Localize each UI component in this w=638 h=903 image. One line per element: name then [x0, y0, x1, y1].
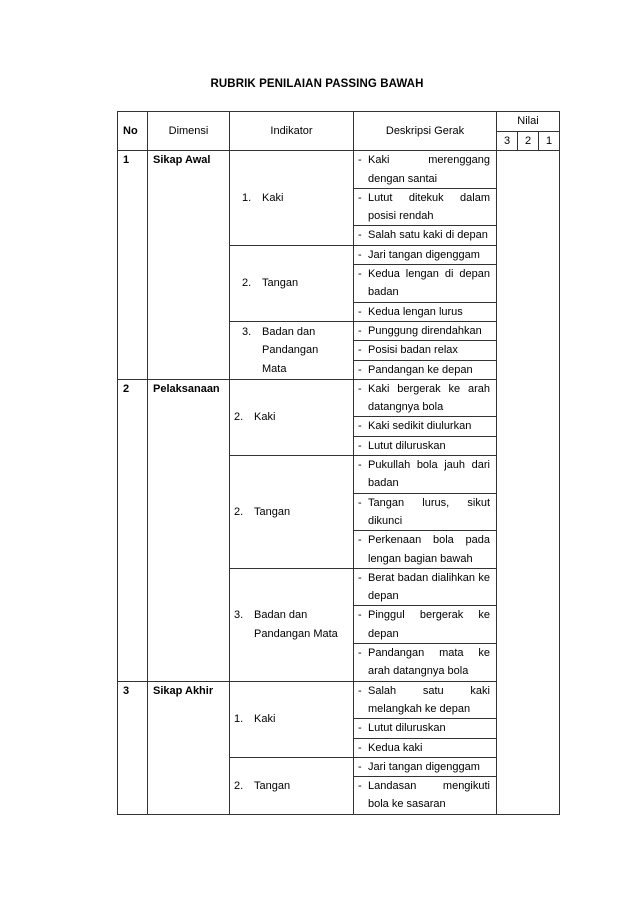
- description-text: Posisi badan relax: [368, 344, 458, 357]
- description-text: Lutut ditekuk dalam posisi rendah: [368, 191, 490, 223]
- indicator-label: Badan dan Pandangan Mata: [254, 609, 338, 640]
- description-cell: [354, 360, 497, 379]
- description-cell: [354, 245, 497, 264]
- section-dimensi: Sikap Awal: [148, 151, 230, 380]
- description-text: Salah satu kaki melangkah ke depan: [368, 684, 490, 715]
- header-indikator: Indikator: [230, 112, 354, 151]
- description-cell: [354, 531, 497, 569]
- bullet-dash: -: [358, 382, 362, 395]
- description-content: [358, 322, 490, 340]
- description-content: [358, 644, 490, 681]
- description-cell: [354, 188, 497, 226]
- description-content: [358, 417, 490, 435]
- table-row: [118, 379, 560, 417]
- indicator-number: 2.: [234, 779, 244, 792]
- description-cell: [354, 681, 497, 719]
- header-score-1: 1: [539, 132, 560, 151]
- description-cell: [354, 379, 497, 417]
- indicator-number: 3.: [242, 325, 252, 338]
- description-cell: [354, 738, 497, 757]
- indicator-cell: [230, 456, 354, 569]
- description-cell: [354, 417, 497, 436]
- description-text: Kedua kaki: [368, 741, 423, 754]
- indicator-label: Tangan: [254, 505, 291, 518]
- bullet-dash: -: [358, 305, 362, 318]
- indicator-number: 2.: [242, 277, 252, 290]
- description-content: [358, 758, 490, 776]
- section-number: 1: [118, 151, 148, 380]
- indicator-label: Kaki: [262, 191, 284, 204]
- description-text: Tangan lurus, sikut dikunci: [368, 496, 490, 527]
- rubric-table: [117, 111, 560, 815]
- description-content: [358, 246, 490, 264]
- description-content: [358, 226, 490, 244]
- indicator-content: [230, 189, 353, 207]
- description-cell: [354, 757, 497, 776]
- header-score-2: 2: [518, 132, 539, 151]
- description-cell: [354, 568, 497, 606]
- description-cell: [354, 265, 497, 303]
- description-content: [358, 456, 490, 493]
- description-text: Punggung direndahkan: [368, 324, 482, 337]
- bullet-dash: -: [358, 534, 362, 547]
- bullet-dash: -: [358, 229, 362, 242]
- indicator-cell: [230, 379, 354, 455]
- description-content: [358, 682, 490, 719]
- nilai-column: [497, 151, 560, 814]
- description-cell: [354, 226, 497, 245]
- description-text: Kaki bergerak ke arah datangnya bola: [368, 382, 490, 414]
- description-text: Lutut diluruskan: [368, 722, 446, 735]
- indicator-number: 2.: [234, 505, 244, 518]
- description-cell: [354, 493, 497, 531]
- description-cell: [354, 321, 497, 340]
- description-cell: [354, 719, 497, 738]
- description-text: Pukullah bola jauh dari badan: [368, 459, 490, 490]
- description-text: Pandangan ke depan: [368, 363, 473, 376]
- description-text: Jari tangan digenggam: [368, 248, 480, 261]
- description-text: Berat badan dialihkan ke depan: [368, 571, 490, 603]
- bullet-dash: -: [358, 780, 362, 793]
- bullet-dash: -: [358, 324, 362, 337]
- description-content: [358, 606, 490, 643]
- bullet-dash: -: [358, 684, 362, 697]
- bullet-dash: -: [358, 363, 362, 376]
- section-number: 3: [118, 681, 148, 814]
- description-text: Pinggul bergerak ke depan: [368, 609, 490, 640]
- indicator-label: Badan dan Pandangan Mata: [262, 325, 319, 375]
- section-dimensi: Pelaksanaan: [148, 379, 230, 681]
- description-text: Landasan mengikuti bola ke sasaran: [368, 780, 490, 811]
- indicator-label: Kaki: [254, 411, 276, 424]
- bullet-dash: -: [358, 420, 362, 433]
- section-number: 2: [118, 379, 148, 681]
- description-cell: [354, 644, 497, 682]
- description-text: Kedua lengan lurus: [368, 305, 463, 318]
- description-content: [358, 189, 490, 226]
- header-dimensi: Dimensi: [148, 112, 230, 151]
- description-text: Kedua lengan di depan badan: [368, 268, 490, 299]
- indicator-label: Tangan: [254, 779, 291, 792]
- bullet-dash: -: [358, 722, 362, 735]
- description-cell: [354, 436, 497, 455]
- indicator-label: Tangan: [262, 277, 299, 290]
- description-cell: [354, 151, 497, 189]
- indicator-content: [230, 408, 353, 426]
- indicator-cell: [230, 757, 354, 814]
- description-text: Salah satu kaki di depan: [368, 229, 488, 242]
- indicator-content: [230, 606, 353, 643]
- bullet-dash: -: [358, 154, 362, 167]
- indicator-cell: [230, 681, 354, 757]
- indicator-cell: [230, 568, 354, 681]
- description-text: Kaki sedikit diulurkan: [368, 420, 472, 433]
- header-no: No: [118, 112, 148, 151]
- rubric-body: [118, 112, 560, 815]
- description-content: [358, 531, 490, 568]
- document-title: RUBRIK PENILAIAN PASSING BAWAH: [210, 78, 424, 90]
- description-content: [358, 437, 490, 455]
- bullet-dash: -: [358, 191, 362, 204]
- indicator-number: 2.: [234, 411, 244, 424]
- header-score-3: 3: [497, 132, 518, 151]
- description-content: [358, 303, 490, 321]
- indicator-content: [230, 503, 353, 521]
- table-row: [118, 681, 560, 719]
- description-content: [358, 265, 490, 302]
- indicator-number: 1.: [234, 713, 244, 726]
- bullet-dash: -: [358, 741, 362, 754]
- description-content: [358, 380, 490, 417]
- indicator-content: [230, 274, 353, 292]
- bullet-dash: -: [358, 268, 362, 281]
- bullet-dash: -: [358, 439, 362, 452]
- indicator-number: 3.: [234, 609, 244, 622]
- description-content: [358, 719, 490, 737]
- bullet-dash: -: [358, 571, 362, 584]
- bullet-dash: -: [358, 344, 362, 357]
- header-deskripsi: Deskripsi Gerak: [354, 112, 497, 151]
- description-content: [358, 341, 490, 359]
- indicator-cell: [230, 151, 354, 245]
- indicator-label: Kaki: [254, 713, 276, 726]
- description-content: [358, 569, 490, 606]
- description-content: [358, 361, 490, 379]
- description-content: [358, 151, 490, 188]
- bullet-dash: -: [358, 609, 362, 622]
- description-cell: [354, 341, 497, 360]
- description-text: Lutut diluruskan: [368, 439, 446, 452]
- bullet-dash: -: [358, 248, 362, 261]
- description-text: Kaki merenggang dengan santai: [368, 154, 490, 185]
- description-cell: [354, 777, 497, 815]
- section-dimensi: Sikap Akhir: [148, 681, 230, 814]
- bullet-dash: -: [358, 496, 362, 509]
- indicator-content: [230, 777, 353, 795]
- indicator-cell: [230, 321, 354, 379]
- indicator-number: 1.: [242, 191, 252, 204]
- header-nilai: Nilai: [497, 112, 560, 132]
- description-cell: [354, 302, 497, 321]
- bullet-dash: -: [358, 647, 362, 660]
- indicator-cell: [230, 245, 354, 321]
- indicator-content: [230, 710, 353, 728]
- description-content: [358, 739, 490, 757]
- description-text: Pandangan mata ke arah datangnya bola: [368, 647, 490, 678]
- table-row: [118, 151, 560, 189]
- description-cell: [354, 606, 497, 644]
- description-cell: [354, 456, 497, 494]
- bullet-dash: -: [358, 760, 362, 773]
- indicator-content: [230, 323, 353, 378]
- description-text: Perkenaan bola pada lengan bagian bawah: [368, 534, 490, 565]
- description-content: [358, 777, 490, 814]
- description-text: Jari tangan digenggam: [368, 760, 480, 773]
- description-content: [358, 494, 490, 531]
- bullet-dash: -: [358, 459, 362, 472]
